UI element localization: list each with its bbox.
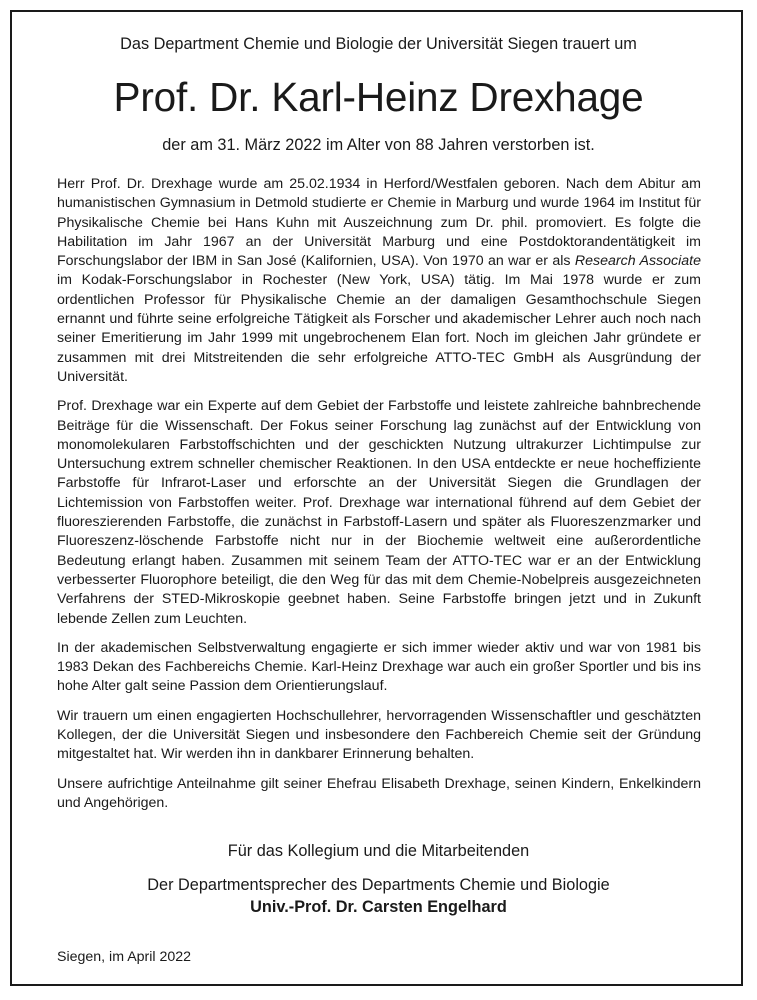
paragraph-biography-part1: Herr Prof. Dr. Drexhage wurde am 25.02.1934 in Herford/Westfalen geboren. Nach dem Abitur am humanistischen Gymnasium in Detmold studierte er Chemie in Marburg und wurde 1964 im Institut für Physikalische Chemie bei Hans Kuhn mit Auszeichnung zum Dr. phil. promoviert. Es folgte die Habilitation im Jahr 1967 an der Universität Marburg und eine Postdoktorandentätigkeit im Forschungslabor der IBM in San José (Kalifornien, USA). Von 1970 an war er als	[57, 176, 701, 270]
signoff-signatory: Univ.-Prof. Dr. Carsten Engelhard	[250, 898, 507, 916]
paragraph-condolences: Unsere aufrichtige Anteilnahme gilt seiner Ehefrau Elisabeth Drexhage, seinen Kindern, Enkelkindern und Angehörigen.	[57, 775, 701, 811]
paragraph-research: Prof. Drexhage war ein Experte auf dem Gebiet der Farbstoffe und leistete zahlreiche bahnbrechende Beiträge für die Wissenschaft. Der Fokus seiner Forschung lag zunächst auf der Entwicklung von monomolekularen Farbstoffschichten und der geschickten Nutzung ultrakurzer Lichtimpulse zur Untersuchung extrem schneller chemischer Reaktionen. In den USA entdeckte er neue hocheffiziente Farbstoffe für Infrarot-Laser und erforschte an der Universität Siegen die Grundlagen der Lichtemission von Farbstoffen weiter. Prof. Drexhage war international führend auf dem Gebiet der fluoreszierenden Farbstoffe, die zunächst in Farbstoff-Lasern und später als Fluoreszenzmarker und Fluoreszenz-löschende Farbstoffe nicht nur in der Biochemie weltweit eine außerordentliche Bedeutung erlangt haben. Zusammen mit seinem Team der ATTO-TEC war er an der Entwicklung verbesserter Fluorophore beteiligt, die den Weg für das mit dem Chemie-Nobelpreis ausgezeichneten Verfahrens der STED-Mikroskopie geebnet haben. Seine Farbstoffe bringen jetzt und in Zukunft lebende Zellen zum Leuchten.	[57, 398, 701, 627]
signoff-line-department: Der Departmentsprecher des Departments Chemie und Biologie	[147, 876, 610, 894]
deceased-name: Prof. Dr. Karl-Heinz Drexhage	[113, 74, 644, 120]
place-date: Siegen, im April 2022	[57, 949, 192, 965]
paragraph-mourning: Wir trauern um einen engagierten Hochschullehrer, hervorragenden Wissenschaftler und geschätzten Kollegen, der die Universität Siegen und insbesondere den Fachbereich Chemie seit der Gründung mitgestaltet hat. Wir werden ihn in dankbarer Erinnerung behalten.	[57, 707, 701, 763]
paragraph-biography	[57, 175, 701, 387]
signoff-block	[0, 840, 757, 918]
death-notice-line: der am 31. März 2022 im Alter von 88 Jahren verstorben ist.	[162, 136, 595, 154]
signoff-line-collegium: Für das Kollegium und die Mitarbeitenden	[227, 842, 530, 860]
intro-line: Das Department Chemie und Biologie der Universität Siegen trauert um	[120, 35, 637, 53]
obituary-body	[57, 175, 701, 823]
italic-research-associate: Research Associate	[574, 253, 701, 270]
paragraph-administration: In der akademischen Selbstverwaltung engagierte er sich immer wieder aktiv und war von 1981 bis 1983 Dekan des Fachbereichs Chemie. Karl-Heinz Drexhage war auch ein großer Sportler und bis ins hohe Alter galt seine Passion dem Orientierungslauf.	[57, 639, 701, 695]
paragraph-biography-part2: im Kodak-Forschungslabor in Rochester (New York, USA) tätig. Im Mai 1978 wurde er zum ordentlichen Professor für Physikalische Chemie an der damaligen Gesamthochschule Siegen ernannt und führte seine erfolgreiche Tätigkeit als Forscher und akademischer Lehrer auch noch nach seiner Emeritierung im Jahr 1999 mit ungebrochenem Elan fort. Noch im gleichen Jahr gründete er zusammen mit drei Mitstreitenden die sehr erfolgreiche ATTO-TEC GmbH als Ausgründung der Universität.	[57, 272, 701, 385]
